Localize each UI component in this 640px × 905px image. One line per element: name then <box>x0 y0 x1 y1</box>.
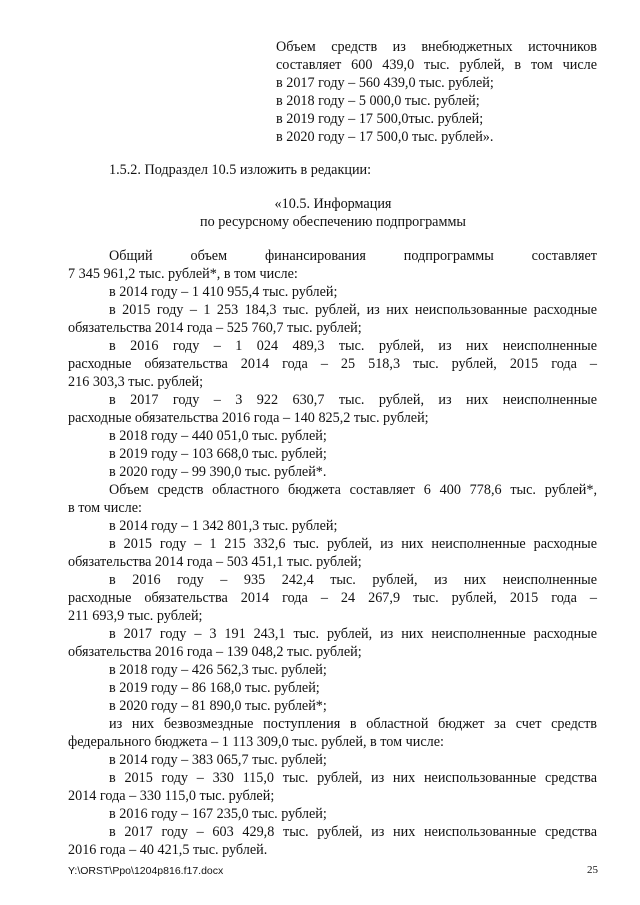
body-line: обязательства 2014 года – 525 760,7 тыс. рублей; <box>68 320 362 336</box>
body-line: в 2015 году – 1 253 184,3 тыс. рублей, из них неиспользованные расходные <box>109 302 597 318</box>
body-line: расходные обязательства 2016 года – 140 825,2 тыс. рублей; <box>68 410 429 426</box>
body-line: расходные обязательства 2014 года – 24 267,9 тыс. рублей, 2015 года – <box>68 590 597 606</box>
top-block-line: составляет 600 439,0 тыс. рублей, в том числе <box>276 57 597 73</box>
body-line: обязательства 2014 года – 503 451,1 тыс. рублей; <box>68 554 362 570</box>
body-line: в 2017 году – 603 429,8 тыс. рублей, из них неиспользованные средства <box>109 824 597 840</box>
body-line: 211 693,9 тыс. рублей; <box>68 608 203 624</box>
body-line: в 2016 году – 167 235,0 тыс. рублей; <box>109 806 327 822</box>
top-block-line: в 2018 году – 5 000,0 тыс. рублей; <box>276 93 480 109</box>
body-line: в 2018 году – 426 562,3 тыс. рублей; <box>109 662 327 678</box>
body-line: 2016 года – 40 421,5 тыс. рублей. <box>68 842 268 858</box>
top-block-line: в 2020 году – 17 500,0 тыс. рублей». <box>276 129 494 145</box>
body-line: Объем средств областного бюджета составляет 6 400 778,6 тыс. рублей*, <box>109 482 597 498</box>
body-line: в 2014 году – 1 410 955,4 тыс. рублей; <box>109 284 338 300</box>
body-line: в 2020 году – 99 390,0 тыс. рублей*. <box>109 464 327 480</box>
top-block-line: в 2019 году – 17 500,0тыс. рублей; <box>276 111 484 127</box>
section-title-line: «10.5. Информация <box>274 196 392 212</box>
body-line: в 2017 году – 3 191 243,1 тыс. рублей, из них неисполненные расходные <box>109 626 597 642</box>
body-line: в 2016 году – 935 242,4 тыс. рублей, из них неисполненные <box>109 572 597 588</box>
body-line: в 2019 году – 86 168,0 тыс. рублей; <box>109 680 320 696</box>
body-line: в 2019 году – 103 668,0 тыс. рублей; <box>109 446 327 462</box>
footer-file-path: Y:\ORST\Ppo\1204p816.f17.docx <box>68 865 224 877</box>
footer-page-number: 25 <box>587 864 598 876</box>
section-title-line: по ресурсному обеспечению подпрограммы <box>200 214 466 230</box>
body-line: в том числе: <box>68 500 142 516</box>
body-line: федерального бюджета – 1 113 309,0 тыс. рублей, в том числе: <box>68 734 444 750</box>
body-line: расходные обязательства 2014 года – 25 518,3 тыс. рублей, 2015 года – <box>68 356 597 372</box>
body-line: 2014 года – 330 115,0 тыс. рублей; <box>68 788 275 804</box>
body-line: в 2016 году – 1 024 489,3 тыс. рублей, из них неисполненные <box>109 338 597 354</box>
body-line: в 2018 году – 440 051,0 тыс. рублей; <box>109 428 327 444</box>
body-line: в 2015 году – 330 115,0 тыс. рублей, из них неиспользованные средства <box>109 770 597 786</box>
body-line: в 2014 году – 383 065,7 тыс. рублей; <box>109 752 327 768</box>
body-line: в 2015 году – 1 215 332,6 тыс. рублей, из них неисполненные расходные <box>109 536 597 552</box>
body-line: в 2017 году – 3 922 630,7 тыс. рублей, из них неисполненные <box>109 392 597 408</box>
body-line: Общий объем финансирования подпрограммы составляет <box>109 248 597 264</box>
item-heading: 1.5.2. Подраздел 10.5 изложить в редакции: <box>109 162 372 178</box>
top-block-line: в 2017 году – 560 439,0 тыс. рублей; <box>276 75 494 91</box>
body-line: 7 345 961,2 тыс. рублей*, в том числе: <box>68 266 298 282</box>
body-line: из них безвозмездные поступления в областной бюджет за счет средств <box>109 716 597 732</box>
top-block-line: Объем средств из внебюджетных источников <box>276 39 597 55</box>
body-line: обязательства 2016 года – 139 048,2 тыс. рублей; <box>68 644 362 660</box>
body-line: в 2020 году – 81 890,0 тыс. рублей*; <box>109 698 327 714</box>
body-line: 216 303,3 тыс. рублей; <box>68 374 204 390</box>
body-line: в 2014 году – 1 342 801,3 тыс. рублей; <box>109 518 338 534</box>
